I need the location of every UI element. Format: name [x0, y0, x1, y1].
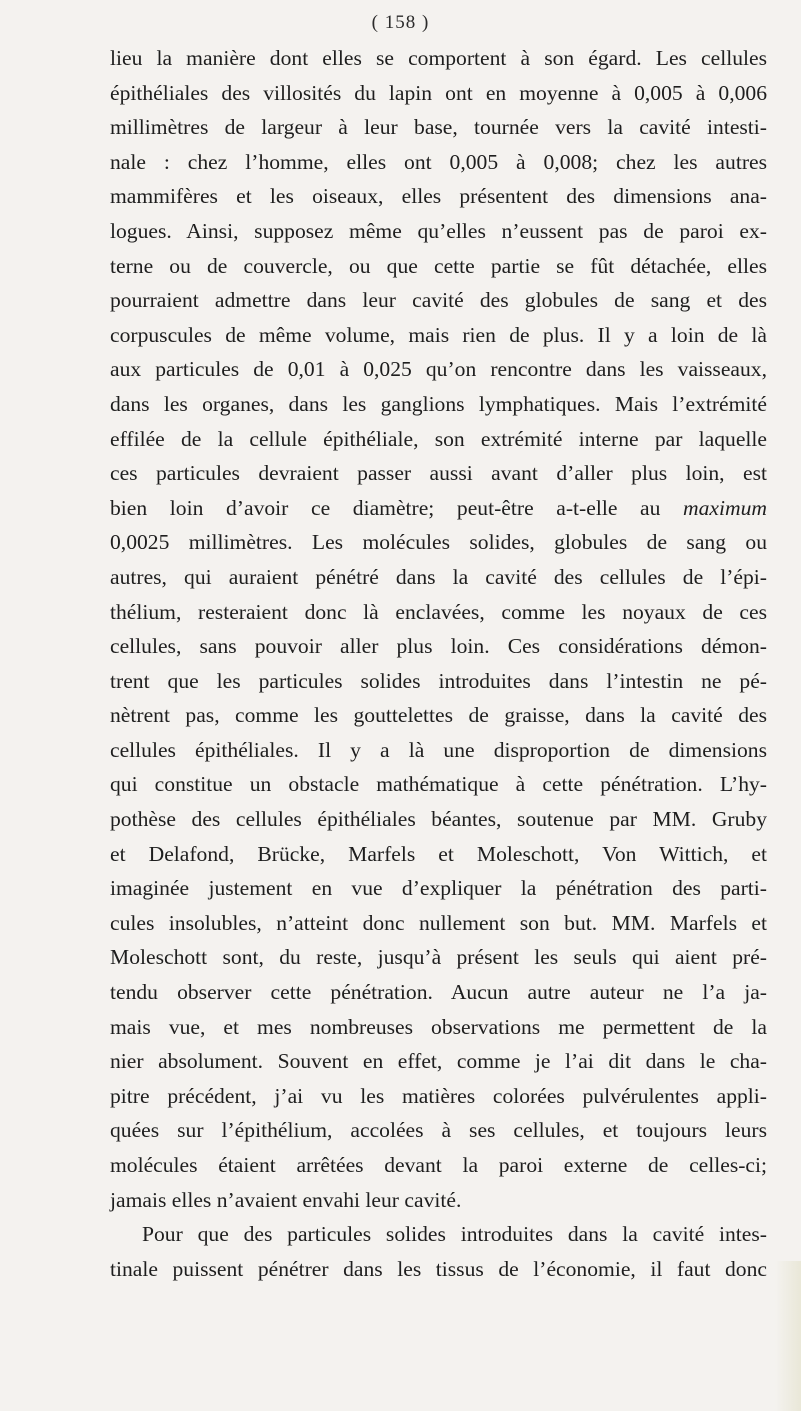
italic-word: maximum [683, 495, 767, 520]
text-line: millimètres de largeur à leur base, tournée vers la cavité intesti- [110, 115, 767, 140]
text-line: 0,0025 millimètres. Les molécules solides, globules de sang ou [110, 530, 767, 555]
text-line: qui constitue un obstacle mathématique à cette pénétration. L’hy- [110, 772, 767, 797]
text-line-paragraph-end: jamais elles n’avaient envahi leur cavité. [110, 1187, 462, 1212]
text-line: terne ou de couvercle, ou que cette partie se fût détachée, elles [110, 253, 767, 278]
text-line-maximum: bien loin d’avoir ce diamètre; peut-être a-t-elle au maximum [110, 495, 767, 520]
page-number: ( 158 ) [371, 12, 430, 33]
text-line: imaginée justement en vue d’expliquer la pénétration des parti- [110, 876, 767, 901]
text-line: nale : chez l’homme, elles ont 0,005 à 0,008; chez les autres [110, 149, 767, 174]
body-text [110, 41, 767, 1286]
text-line: mais vue, et mes nombreuses observations me permettent de la [110, 1014, 767, 1039]
text-line: et Delafond, Brücke, Marfels et Moleschott, Von Wittich, et [110, 841, 767, 866]
text-line: nier absolument. Souvent en effet, comme je l’ai dit dans le cha- [110, 1049, 767, 1074]
text-line: nètrent pas, comme les gouttelettes de graisse, dans la cavité des [110, 703, 767, 728]
text-line: tinale puissent pénétrer dans les tissus de l’économie, il faut donc [110, 1256, 767, 1281]
text-line: cellules, sans pouvoir aller plus loin. Ces considérations démon- [110, 634, 767, 659]
text-line: logues. Ainsi, supposez même qu’elles n’eussent pas de paroi ex- [110, 218, 767, 243]
text-line: mammifères et les oiseaux, elles présentent des dimensions ana- [110, 184, 767, 209]
text-line: cellules épithéliales. Il y a là une disproportion de dimensions [110, 737, 767, 762]
text-line: dans les organes, dans les ganglions lymphatiques. Mais l’extrémité [110, 391, 767, 416]
text-line: lieu la manière dont elles se comportent à son égard. Les cellules [110, 46, 767, 70]
page-edge-stain [775, 1261, 801, 1411]
text-line: Moleschott sont, du reste, jusqu’à présent les seuls qui aient pré- [110, 945, 767, 970]
text-line: pothèse des cellules épithéliales béantes, soutenue par MM. Gruby [110, 807, 767, 832]
text-line: quées sur l’épithélium, accolées à ses cellules, et toujours leurs [110, 1118, 767, 1143]
text-line: cules insolubles, n’atteint donc nullement son but. MM. Marfels et [110, 910, 767, 935]
text-line-paragraph-start: Pour que des particules solides introduites dans la cavité intes- [142, 1222, 767, 1247]
text-line: molécules étaient arrêtées devant la paroi externe de celles-ci; [110, 1153, 767, 1177]
text-line: pourraient admettre dans leur cavité des globules de sang et des [110, 288, 767, 313]
text-line: épithéliales des villosités du lapin ont en moyenne à 0,005 à 0,006 [110, 80, 767, 105]
text-line: effilée de la cellule épithéliale, son extrémité interne par laquelle [110, 426, 767, 451]
text-line: ces particules devraient passer aussi avant d’aller plus loin, est [110, 461, 767, 486]
text-line: autres, qui auraient pénétré dans la cavité des cellules de l’épi- [110, 564, 767, 589]
text-line: aux particules de 0,01 à 0,025 qu’on rencontre dans les vaisseaux, [110, 357, 767, 382]
text-line: trent que les particules solides introduites dans l’intestin ne pé- [110, 668, 767, 693]
text-line: corpuscules de même volume, mais rien de plus. Il y a loin de là [110, 322, 767, 347]
text-line: tendu observer cette pénétration. Aucun autre auteur ne l’a ja- [110, 980, 767, 1005]
text-line: thélium, resteraient donc là enclavées, comme les noyaux de ces [110, 599, 767, 624]
text-line: pitre précédent, j’ai vu les matières colorées pulvérulentes appli- [110, 1083, 767, 1108]
